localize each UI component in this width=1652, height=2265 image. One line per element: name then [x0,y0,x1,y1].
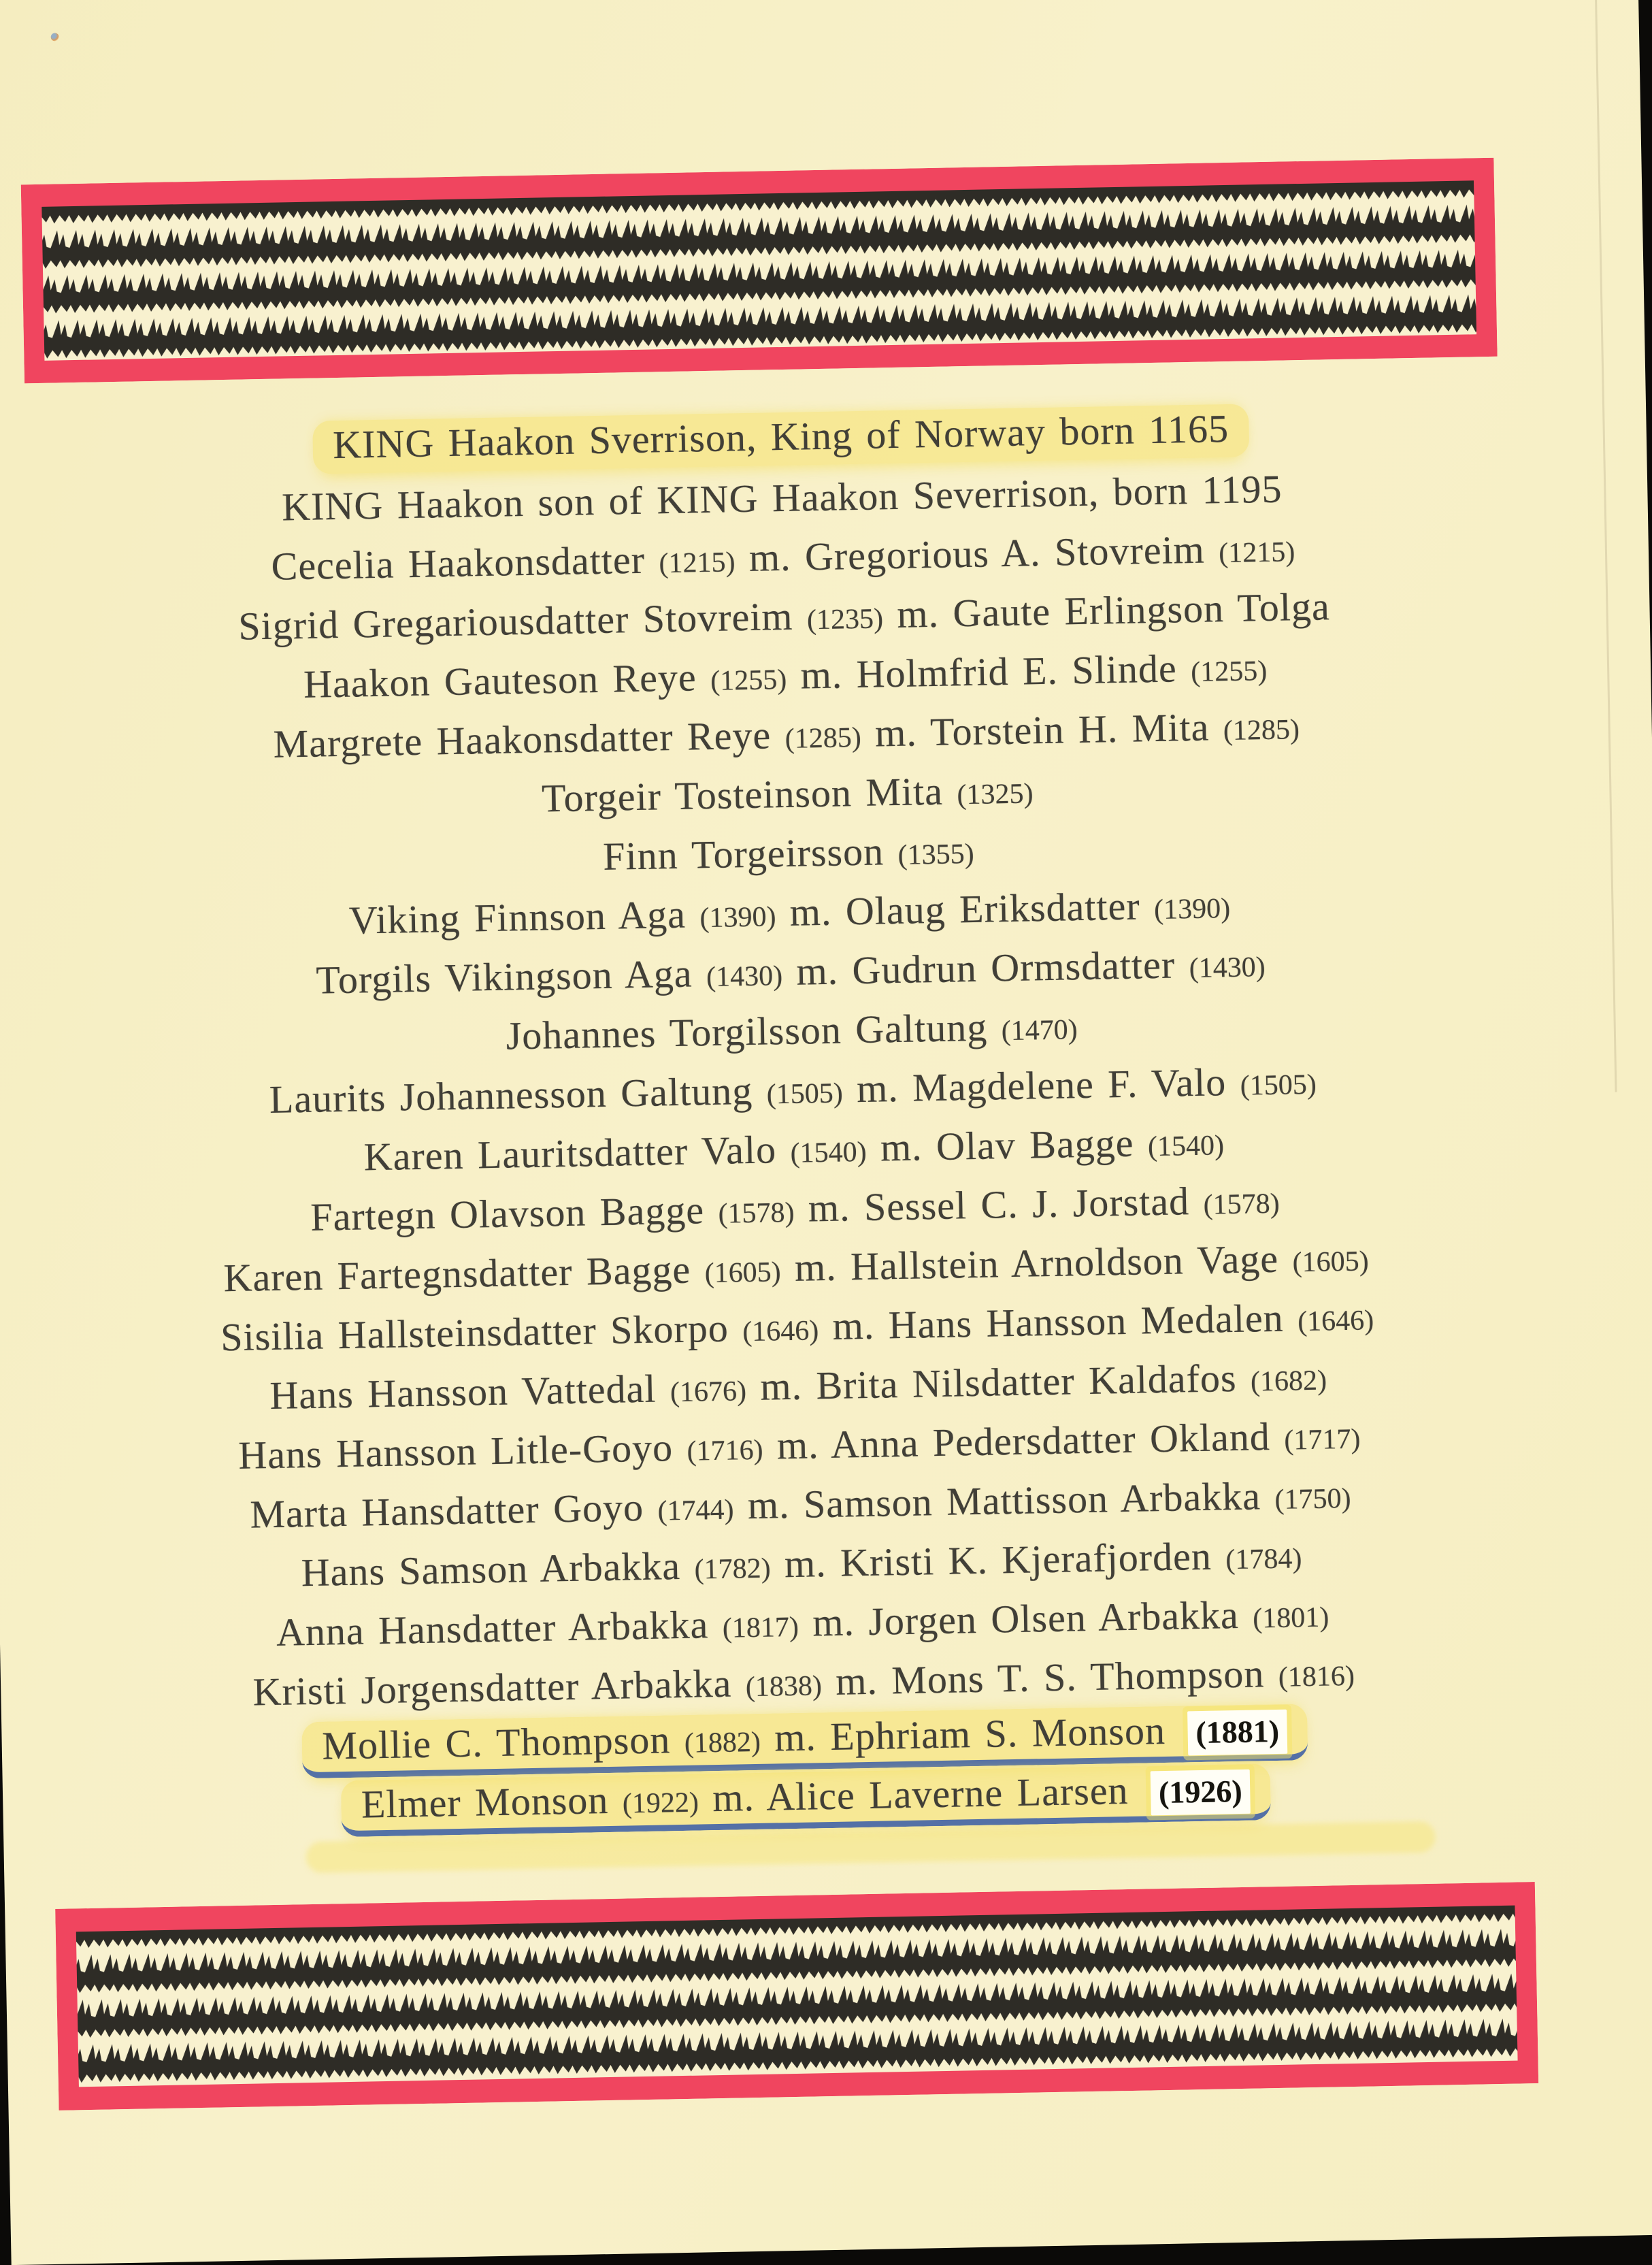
year-annotation: (1235) [806,603,884,636]
pasted-year-label: (1881) [1187,1710,1288,1756]
year-annotation: (1817) [722,1611,799,1644]
houndstooth-pattern-bottom [55,1882,1538,2111]
year-annotation: (1578) [1203,1188,1281,1221]
year-annotation: (1838) [745,1670,823,1704]
name-text: Viking Finnson Aga [348,892,700,943]
name-text: m. Gregorious A. Stovreim [734,527,1219,581]
name-text: m. Gaute Erlingson Tolga [882,584,1331,637]
houndstooth-band-bottom [55,1882,1538,2111]
name-text: m. Mons T. S. Thompson [821,1650,1279,1704]
year-annotation: (1255) [710,664,787,697]
name-text: Mollie C. Thompson [321,1717,685,1768]
name-text: Hans Samson Arbakka [301,1543,695,1595]
year-annotation: (1355) [897,838,975,871]
name-text: Karen Fartegnsdatter Bagge [222,1247,706,1301]
name-text: m. Olaug Eriksdatter [775,883,1155,935]
year-annotation: (1605) [704,1256,782,1290]
year-annotation: (1470) [1001,1013,1078,1047]
year-annotation: (1505) [766,1077,844,1111]
year-annotation: (1801) [1252,1601,1329,1635]
lineage-line-text [506,1004,1078,1058]
year-annotation: (1646) [742,1314,819,1348]
year-annotation: (1505) [1240,1069,1317,1102]
year-annotation: (1285) [1223,713,1300,747]
name-text: m. Samson Mattisson Arbakka [733,1473,1275,1528]
lineage-list [39,391,1548,1840]
year-annotation: (1325) [957,778,1034,811]
name-text: Laurits Johannesson Galtung [269,1068,767,1122]
name-text: Torgeir Tosteinson Mita [541,768,958,821]
name-text: m. Sessel C. J. Jorstad [793,1178,1204,1231]
name-text: Sisilia Hallsteinsdatter Skorpo [220,1305,743,1360]
name-text: Johannes Torgilsson Galtung [506,1005,1002,1058]
name-text: Cecelia Haakonsdatter [271,537,660,589]
name-text: Finn Torgeirsson [602,828,899,879]
year-annotation: (1922) [622,1787,699,1820]
name-text: Fartegn Olavson Bagge [310,1187,719,1239]
year-annotation: (1215) [1218,536,1295,570]
name-text: m. Olav Bagge [865,1120,1149,1170]
name-text: m. Magdelene F. Valo [842,1059,1241,1111]
year-annotation: (1744) [657,1494,734,1527]
name-text: m. Torstein H. Mita [861,704,1224,755]
lineage-line-text [542,768,1034,820]
year-annotation: (1717) [1283,1423,1361,1456]
year-annotation: (1540) [790,1136,868,1169]
year-annotation: (1782) [694,1552,772,1586]
year-annotation: (1285) [784,721,862,755]
houndstooth-pattern-top [21,158,1498,384]
name-text: Haakon Gauteson Reye [303,654,711,706]
name-text: Kristi Jorgensdatter Arbakka [252,1661,746,1714]
paper-speck [51,33,59,41]
name-text: m. Hallstein Arnoldson Vage [780,1236,1293,1290]
year-annotation: (1540) [1147,1130,1225,1163]
year-annotation: (1430) [1189,951,1266,984]
year-annotation: (1676) [670,1375,747,1409]
name-text: m. Alice Laverne Larsen [698,1767,1143,1821]
year-annotation: (1390) [699,901,776,934]
year-annotation: (1430) [706,960,783,993]
year-annotation: (1578) [718,1196,795,1230]
pasted-year-label: (1926) [1150,1770,1251,1816]
year-annotation: (1784) [1225,1543,1302,1576]
year-annotation: (1750) [1274,1482,1351,1516]
name-text: Marta Hansdatter Goyo [249,1484,659,1537]
paper-crease [1594,0,1617,1092]
name-text: Margrete Haakonsdatter Reye [273,712,786,766]
name-text: Karen Lauritsdatter Valo [363,1126,791,1179]
year-annotation: (1255) [1190,655,1268,688]
name-text: m. Ephriam S. Monson [760,1708,1180,1761]
year-annotation: (1716) [687,1434,763,1467]
name-text: Sigrid Gregariousdatter Stovreim [237,593,808,649]
name-text: m. Hans Hansson Medalen [818,1295,1298,1348]
houndstooth-band-top [21,158,1498,384]
year-annotation: (1882) [684,1727,761,1760]
name-text: KING Haakon Sverrison, King of Norway born 1165 [332,406,1229,467]
name-text: Hans Hansson Vattedal [269,1366,671,1418]
year-annotation: (1215) [659,547,736,580]
name-text: KING Haakon son of KING Haakon Severrison, born 1195 [281,466,1283,529]
name-text: Torgils Vikingson Aga [315,950,707,1003]
year-annotation: (1605) [1292,1245,1370,1279]
year-annotation: (1390) [1153,892,1231,926]
name-text: Elmer Monson [361,1777,623,1827]
name-text: m. Brita Nilsdatter Kaldafos [746,1355,1251,1409]
year-annotation: (1646) [1297,1305,1374,1338]
year-annotation: (1816) [1278,1660,1355,1693]
lineage-line-text [603,828,974,879]
name-text: m. Jorgen Olsen Arbakka [798,1592,1253,1645]
name-text: Anna Hansdatter Arbakka [276,1601,723,1655]
name-text: m. Kristi K. Kjerafjorden [770,1533,1226,1586]
name-text: m. Anna Pedersdatter Okland [762,1414,1285,1468]
name-text: m. Gudrun Ormsdatter [782,941,1190,994]
year-annotation: (1682) [1250,1365,1327,1398]
name-text: m. Holmfrid E. Slinde [786,645,1191,698]
name-text: Hans Hansson Litle-Goyo [237,1424,688,1478]
